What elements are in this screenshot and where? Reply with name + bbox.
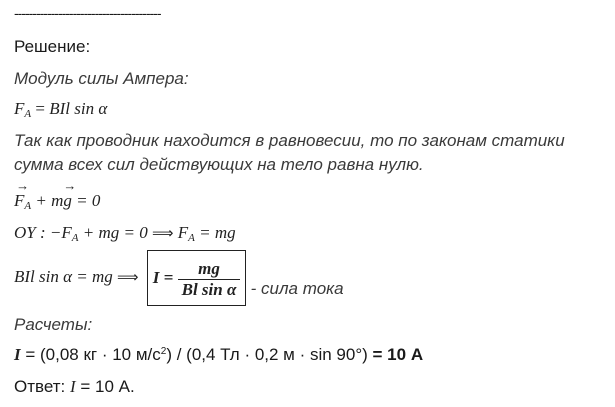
fraction-numerator: mg <box>178 260 241 280</box>
ampere-formula <box>14 98 107 120</box>
calc-line <box>14 344 423 366</box>
calc-heading: Расчеты: <box>14 315 93 334</box>
answer-line <box>14 376 135 398</box>
proj-mid: + mg = 0 <box>78 223 152 242</box>
current-fraction <box>178 260 241 299</box>
equals-sign: = <box>35 99 45 118</box>
g-vector: → g <box>63 190 72 212</box>
answer-label: Ответ: <box>14 377 70 396</box>
vector-equation <box>14 190 100 212</box>
calc-exp: 2 <box>160 346 167 357</box>
formula-lhs-sub: A <box>24 108 32 120</box>
calc-body-2: ) / (0,4 Тл · 0,2 м · sin 90°) <box>166 345 373 364</box>
solution-label: Решение: <box>14 37 91 56</box>
explanation-line-2: сумма всех сил действующих на тело равна нулю. <box>14 155 424 174</box>
calc-body: = (0,08 кг · 10 м/с <box>20 345 161 364</box>
calc-var: I <box>14 345 21 364</box>
formula-rhs: BIl sin α <box>49 99 108 118</box>
proj-sub-1: A <box>71 232 79 244</box>
explanation-line-1: Так как проводник находится в равновесии, то по законам статики <box>14 131 565 150</box>
vector-rhs: = 0 <box>71 191 101 210</box>
answer-value: = 10 А. <box>75 377 135 396</box>
formula-lhs: F <box>14 99 25 118</box>
calc-result: = 10 А <box>372 345 424 364</box>
proj-prefix: OY : −F <box>14 223 72 242</box>
ampere-heading: Модуль силы Ампера: <box>14 69 189 88</box>
final-formula-line <box>14 250 344 314</box>
implies-arrow-2: ⟹ <box>117 267 139 286</box>
fraction-denominator: Bl sin α <box>181 279 237 299</box>
proj-sub-2: A <box>188 232 195 244</box>
implies-arrow: ⟹ <box>151 224 174 242</box>
current-var: I = <box>152 268 174 287</box>
proj-after: F <box>173 223 189 242</box>
boxed-current-formula <box>147 250 247 306</box>
projection-equation <box>14 222 236 244</box>
current-note: - сила тока <box>250 278 344 298</box>
proj-end: = mg <box>194 223 236 242</box>
answer-var: I <box>69 377 76 396</box>
plus-mg: + m <box>31 191 64 210</box>
final-lhs: BIl sin α = mg <box>14 266 118 286</box>
separator: ---------------------------------------- <box>14 5 161 21</box>
force-vector: → $F_A$ <box>14 190 31 212</box>
